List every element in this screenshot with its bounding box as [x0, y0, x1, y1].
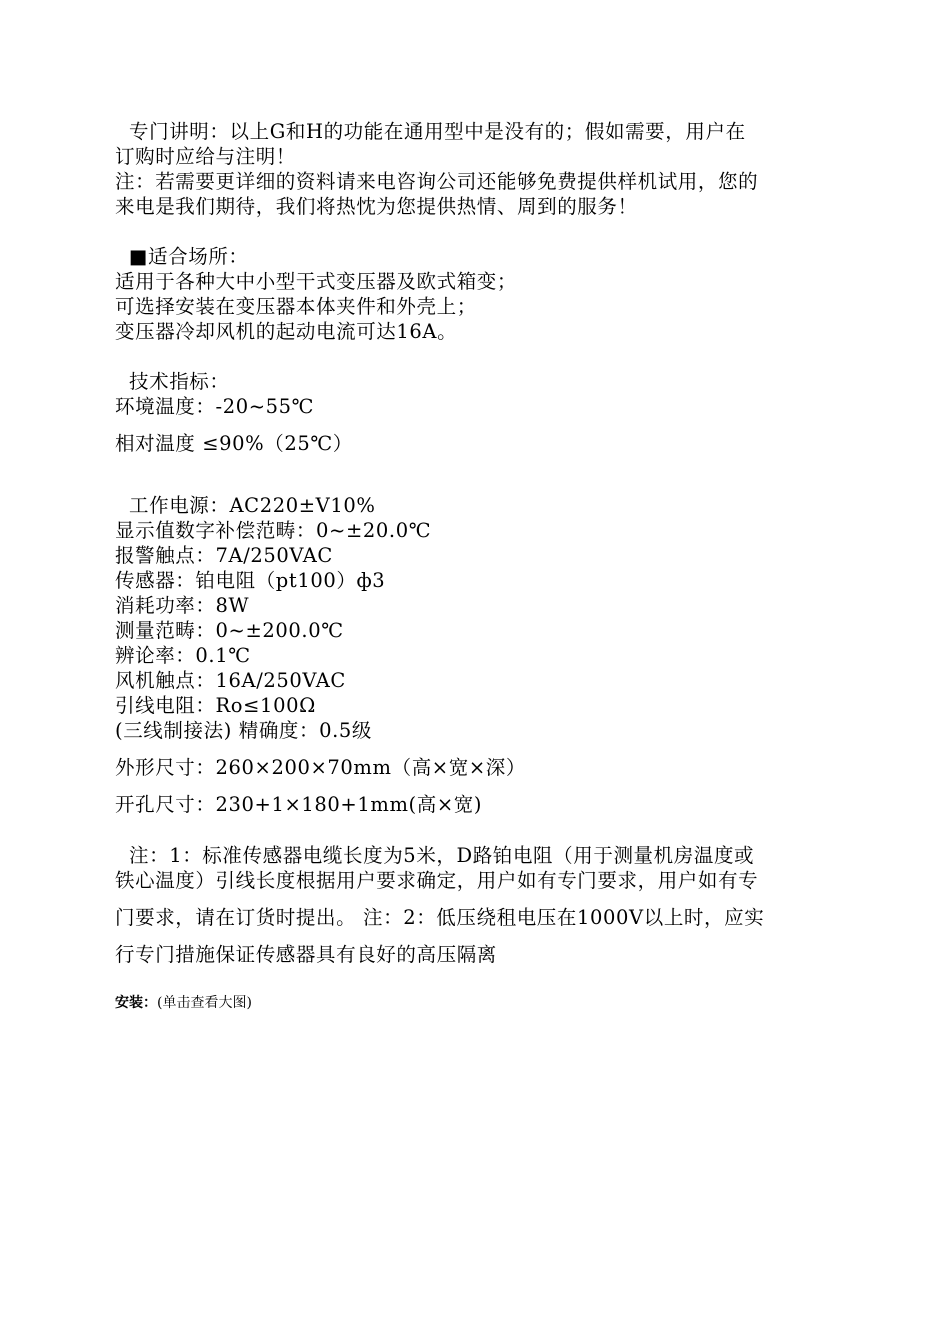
applicable-item: 变压器冷却风机的起动电流可达16A。: [115, 320, 458, 343]
applicable-item: 可选择安装在变压器本体夹件和外壳上；: [115, 295, 477, 318]
spec-rel-temp: 相对温度 ≤90%（25℃）: [115, 432, 353, 455]
contact-note-line-2: 来电是我们期待，我们将热忱为您提供热情、周到的服务！: [115, 195, 638, 218]
spec-power: 工作电源：AC220±V10%: [129, 494, 376, 517]
spec-env-temp: 环境温度：-20~55℃: [115, 395, 315, 418]
special-note-line-2: 订购时应给与注明！: [115, 145, 296, 168]
spec-lead-resistance: 引线电阻：Ro≤100Ω: [115, 694, 316, 717]
install-label: 安装：: [115, 995, 157, 1011]
contact-note-line-1: 注：若需要更详细的资料请来电咨询公司还能够免费提供样机试用，您的: [115, 170, 759, 193]
spec-resolution: 辨论率：0.1℃: [115, 644, 251, 667]
applicable-item: 适用于各种大中小型干式变压器及欧式箱变；: [115, 270, 518, 293]
special-note-line-1: 专门讲明：以上G和H的功能在通用型中是没有的；假如需要，用户在: [129, 120, 746, 143]
spec-dimensions: 外形尺寸：260×200×70mm（高×宽×深）: [115, 756, 526, 779]
install-hint-link[interactable]: (单击查看大图): [157, 995, 252, 1011]
footnote-line-2: 铁心温度）引线长度根据用户要求确定，用户如有专门要求，用户如有专: [115, 869, 759, 892]
spec-comp-range: 显示值数字补偿范畴：0~±20.0℃: [115, 519, 432, 542]
spec-fan-contact: 风机触点：16A/250VAC: [115, 669, 346, 692]
document-body: [115, 119, 835, 1013]
specs-heading: 技术指标：: [129, 370, 230, 393]
spec-cutout: 开孔尺寸：230+1×180+1mm(高×宽): [115, 793, 483, 816]
footnote-line-3: 门要求，请在订货时提出。 注：2：低压绕租电压在1000V以上时，应实: [115, 906, 765, 929]
spec-consumption: 消耗功率：8W: [115, 594, 250, 617]
footnote: [115, 843, 835, 967]
spec-accuracy: (三线制接法) 精确度：0.5级: [115, 719, 373, 742]
install-caption: [115, 993, 835, 1013]
applicable-heading: ■适合场所：: [129, 245, 249, 268]
footnote-line-1: 注：1：标准传感器电缆长度为5米，D路铂电阻（用于测量机房温度或: [129, 844, 755, 867]
spec-alarm: 报警触点：7A/250VAC: [115, 544, 333, 567]
spec-measure-range: 测量范畴：0~±200.0℃: [115, 619, 344, 642]
spec-sensor: 传感器：铂电阻（pt100）ф3: [115, 569, 386, 592]
footnote-line-4: 行专门措施保证传感器具有良好的高压隔离: [115, 943, 497, 966]
